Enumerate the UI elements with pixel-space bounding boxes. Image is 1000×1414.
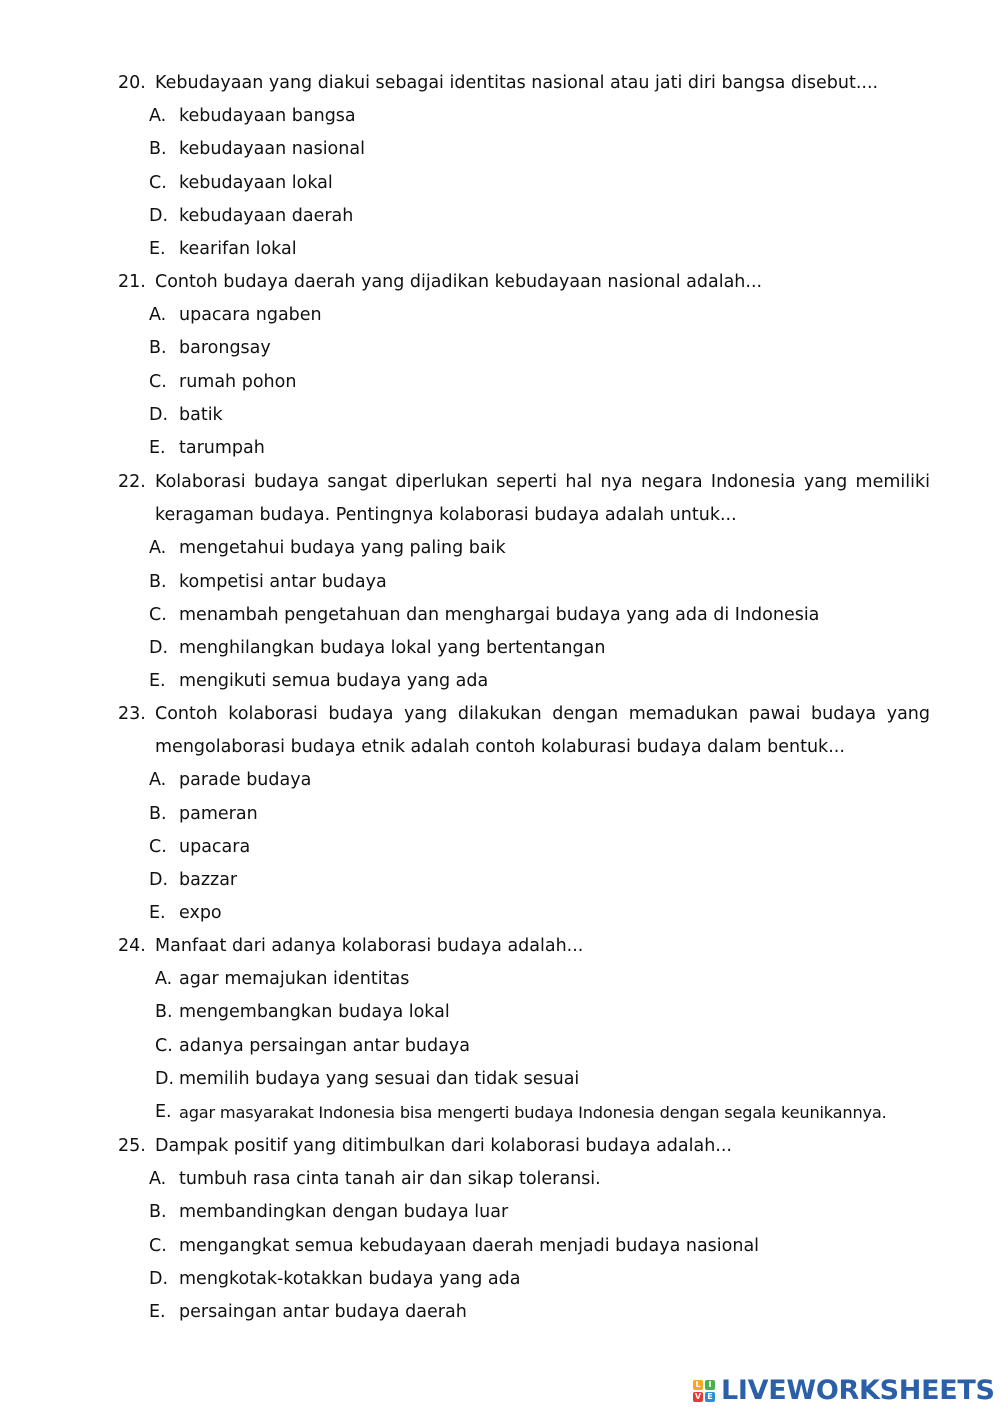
answer-options (118, 100, 930, 266)
question-25 (118, 1130, 930, 1329)
question-stem (118, 930, 930, 963)
option-text: kompetisi antar budaya (179, 571, 387, 592)
answer-option-c[interactable] (155, 1030, 930, 1063)
answer-option-b[interactable] (149, 332, 930, 365)
answer-option-b[interactable] (149, 798, 930, 831)
option-letter: B. (149, 338, 167, 359)
option-letter: A. (149, 106, 167, 127)
option-text: kearifan lokal (179, 239, 297, 260)
option-letter: D. (149, 638, 169, 659)
option-text: kebudayaan nasional (179, 139, 365, 160)
option-letter: B. (149, 803, 167, 824)
answer-option-a[interactable] (149, 764, 930, 797)
option-letter: A. (149, 538, 167, 559)
option-text: tumbuh rasa cinta tanah air dan sikap toleransi. (179, 1169, 601, 1190)
option-text: adanya persaingan antar budaya (179, 1035, 470, 1056)
logo-cell-e: E (705, 1392, 715, 1402)
question-22 (118, 466, 930, 698)
option-text: agar memajukan identitas (179, 969, 410, 990)
question-text: Kebudayaan yang diakui sebagai identitas nasional atau jati diri bangsa disebut.... (155, 73, 879, 93)
option-letter: D. (149, 205, 169, 226)
question-21 (118, 266, 930, 465)
option-letter: E. (149, 903, 166, 924)
answer-option-d[interactable] (149, 200, 930, 233)
option-text: agar masyarakat Indonesia bisa mengerti budaya Indonesia dengan segala keunikannya. (179, 1103, 887, 1123)
question-number: 23. (118, 704, 146, 724)
answer-options (118, 299, 930, 465)
brand-name: LIVEWORKSHEETS (721, 1375, 995, 1406)
option-text: rumah pohon (179, 371, 297, 392)
option-text: barongsay (179, 338, 271, 359)
option-text: upacara (179, 836, 251, 857)
option-text: kebudayaan lokal (179, 172, 333, 193)
question-stem (118, 266, 930, 299)
option-letter: A. (149, 770, 167, 791)
answer-option-c[interactable] (149, 167, 930, 200)
option-letter: D. (149, 1268, 169, 1289)
option-text: parade budaya (179, 770, 312, 791)
option-text: mengikuti semua budaya yang ada (179, 671, 489, 692)
option-text: mengkotak-kotakkan budaya yang ada (179, 1268, 521, 1289)
answer-option-e[interactable] (149, 1296, 930, 1329)
answer-option-b[interactable] (155, 996, 930, 1029)
answer-option-d[interactable] (149, 864, 930, 897)
question-number: 24. (118, 936, 146, 956)
question-number: 20. (118, 73, 146, 93)
question-text: Manfaat dari adanya kolaborasi budaya adalah... (155, 936, 584, 956)
option-text: kebudayaan bangsa (179, 106, 356, 127)
question-stem (118, 67, 930, 100)
answer-option-c[interactable] (149, 599, 930, 632)
option-text: upacara ngaben (179, 305, 322, 326)
logo-cell-v: V (694, 1392, 702, 1401)
answer-option-e[interactable] (155, 1096, 930, 1129)
question-text: Contoh kolaborasi budaya yang dilakukan dengan memadukan pawai budaya yang mengolaborasi budaya etnik adalah contoh kolaburasi budaya dalam bentuk... (155, 704, 930, 758)
option-letter: D. (149, 404, 169, 425)
question-number: 25. (118, 1136, 146, 1156)
question-24 (118, 930, 930, 1129)
option-text: memilih budaya yang sesuai dan tidak sesuai (179, 1068, 580, 1089)
option-text: expo (179, 903, 222, 924)
option-letter: B. (149, 1202, 167, 1223)
answer-option-e[interactable] (149, 233, 930, 266)
option-text: menghilangkan budaya lokal yang bertentangan (179, 638, 606, 659)
option-letter: E. (149, 239, 166, 260)
question-text: Dampak positif yang ditimbulkan dari kolaborasi budaya adalah... (155, 1136, 732, 1156)
liveworksheets-logo-icon (693, 1380, 717, 1402)
option-text: mengangkat semua kebudayaan daerah menjadi budaya nasional (179, 1235, 760, 1256)
answer-option-e[interactable] (149, 432, 930, 465)
question-number: 21. (118, 272, 146, 292)
option-text: bazzar (179, 870, 238, 891)
option-letter: C. (149, 1235, 167, 1256)
option-text: pameran (179, 803, 258, 824)
option-text: tarumpah (179, 438, 265, 459)
option-letter: E. (149, 671, 166, 692)
answer-option-c[interactable] (149, 1230, 930, 1263)
question-stem (118, 698, 930, 764)
option-text: kebudayaan daerah (179, 205, 354, 226)
answer-option-d[interactable] (149, 632, 930, 665)
option-letter: B. (155, 1002, 173, 1023)
option-letter: D. (155, 1068, 175, 1089)
option-letter: C. (149, 604, 167, 625)
logo-cell-i: I (705, 1380, 715, 1390)
answer-options (118, 963, 930, 1129)
option-letter: C. (149, 371, 167, 392)
option-text: batik (179, 404, 223, 425)
option-letter: C. (149, 172, 167, 193)
option-letter: E. (149, 438, 166, 459)
question-stem (118, 1130, 930, 1163)
answer-options (118, 1163, 930, 1329)
question-stem (118, 466, 930, 532)
option-text: persaingan antar budaya daerah (179, 1302, 467, 1323)
answer-option-b[interactable] (149, 566, 930, 599)
answer-options (118, 532, 930, 698)
option-text: membandingkan dengan budaya luar (179, 1202, 509, 1223)
option-letter: C. (149, 836, 167, 857)
answer-option-a[interactable] (149, 1163, 930, 1196)
option-letter: D. (149, 870, 169, 891)
option-letter: E. (149, 1302, 166, 1323)
answer-option-b[interactable] (149, 1196, 930, 1229)
answer-option-c[interactable] (149, 366, 930, 399)
option-letter: C. (155, 1035, 173, 1056)
option-letter: A. (155, 969, 173, 990)
question-23 (118, 698, 930, 930)
question-number: 22. (118, 472, 146, 492)
answer-option-a[interactable] (149, 532, 930, 565)
answer-options (118, 764, 930, 930)
liveworksheets-logo (693, 1376, 995, 1406)
logo-cell-l: L (693, 1380, 703, 1390)
option-letter: A. (149, 305, 167, 326)
option-text: menambah pengetahuan dan menghargai budaya yang ada di Indonesia (179, 604, 820, 625)
answer-option-d[interactable] (155, 1063, 930, 1096)
question-20 (118, 67, 930, 266)
option-text: mengetahui budaya yang paling baik (179, 538, 506, 559)
answer-option-a[interactable] (149, 299, 930, 332)
answer-option-a[interactable] (155, 963, 930, 996)
option-letter: B. (149, 571, 167, 592)
question-text: Contoh budaya daerah yang dijadikan kebudayaan nasional adalah... (155, 272, 763, 292)
option-text: mengembangkan budaya lokal (179, 1002, 450, 1023)
answer-option-c[interactable] (149, 831, 930, 864)
question-text: Kolaborasi budaya sangat diperlukan seperti hal nya negara Indonesia yang memiliki keragaman budaya. Pentingnya kolaborasi budaya adalah untuk... (155, 472, 930, 526)
answer-option-b[interactable] (149, 133, 930, 166)
option-letter: B. (149, 139, 167, 160)
answer-option-d[interactable] (149, 399, 930, 432)
option-letter: E. (155, 1102, 172, 1123)
answer-option-e[interactable] (149, 897, 930, 930)
option-letter: A. (149, 1169, 167, 1190)
answer-option-a[interactable] (149, 100, 930, 133)
answer-option-e[interactable] (149, 665, 930, 698)
answer-option-d[interactable] (149, 1263, 930, 1296)
